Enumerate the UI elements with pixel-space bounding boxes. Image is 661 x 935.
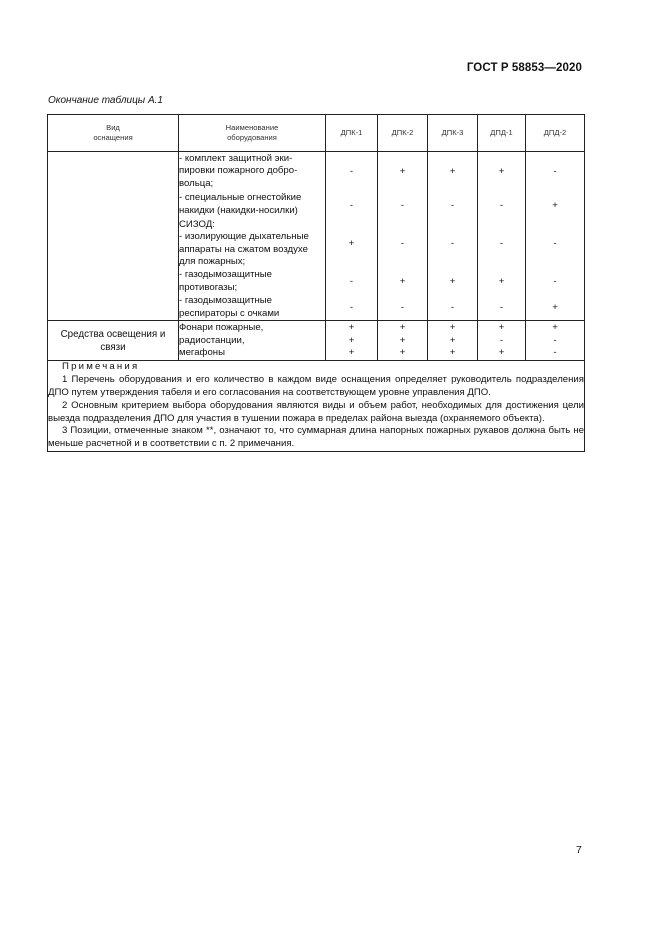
equipment-table xyxy=(47,114,585,452)
page-number: 7 xyxy=(576,844,582,856)
note-item: 3 Позиции, отмеченные знаком **, означают то, что суммарная длина напорных пожарных рукавов должна быть не меньше расчетной и в соответствии с п. 2 примечания. xyxy=(48,425,584,450)
mark-dpk1: - xyxy=(326,152,378,192)
note-item: 2 Основным критерием выбора оборудования являются виды и объем работ, необходимых для достижения цели выезда подразделения ДПО для участия в тушении пожара в пределах района выезда (охраняемого объекта). xyxy=(48,399,584,424)
column-header-dpk3: ДПК-3 xyxy=(428,115,478,152)
mark-dpk2: - xyxy=(378,295,428,321)
mark-dpk2: + xyxy=(378,269,428,295)
mark-dpd1: + xyxy=(478,152,526,192)
mark-dpk1: - xyxy=(326,269,378,295)
mark-dpd2: - xyxy=(526,219,585,269)
mark-dpk3: - xyxy=(428,192,478,219)
mark-dpk1: - xyxy=(326,192,378,219)
table-row xyxy=(48,152,585,192)
column-header-dpk2: ДПК-2 xyxy=(378,115,428,152)
column-header-name: Наименование оборудования xyxy=(179,115,326,152)
mark-dpk1: - xyxy=(326,295,378,321)
mark-dpk3: - xyxy=(428,295,478,321)
equipment-name: - газодымозащитные респираторы с очками xyxy=(179,295,326,321)
table-row xyxy=(48,321,585,361)
mark-dpk2: + + + xyxy=(378,321,428,361)
equipment-name: - специальные огнестойкие накидки (накидки-носилки) xyxy=(179,192,326,219)
note-item: 1 Перечень оборудования и его количество в каждом виде оснащения определяет руководитель подразделения ДПО путем утверждения табеля и его согласования на соответствующем уровне управления ДПО. xyxy=(48,374,584,398)
mark-dpk3: + + + xyxy=(428,321,478,361)
mark-dpk2: - xyxy=(378,219,428,269)
mark-dpd1: - xyxy=(478,219,526,269)
mark-dpd2: - xyxy=(526,152,585,192)
equipment-name: - комплект защитной эки- пировки пожарного добро- вольца; xyxy=(179,152,326,192)
mark-dpd2: + - - xyxy=(526,321,585,361)
table-body xyxy=(48,152,585,452)
mark-dpd1: + xyxy=(478,269,526,295)
category-cell-empty xyxy=(48,152,179,321)
mark-dpd2: + xyxy=(526,295,585,321)
mark-dpk1: + + + xyxy=(326,321,378,361)
mark-dpk3: + xyxy=(428,269,478,295)
category-lighting-and-communication: Средства освещения и связи xyxy=(48,321,179,361)
notes-block xyxy=(48,361,585,452)
equipment-name: Фонари пожарные, радиостанции, мегафоны xyxy=(179,321,326,361)
column-header-dpd1: ДПД-1 xyxy=(478,115,526,152)
table-header xyxy=(48,115,585,152)
column-header-dpk1: ДПК-1 xyxy=(326,115,378,152)
mark-dpd2: + xyxy=(526,192,585,219)
mark-dpk3: + xyxy=(428,152,478,192)
mark-dpd1: + - + xyxy=(478,321,526,361)
equipment-name: - газодымозащитные противогазы; xyxy=(179,269,326,295)
mark-dpd2: - xyxy=(526,269,585,295)
column-header-dpd2: ДПД-2 xyxy=(526,115,585,152)
document-code: ГОСТ Р 58853—2020 xyxy=(466,62,582,74)
notes-row xyxy=(48,361,585,452)
mark-dpd1: - xyxy=(478,192,526,219)
mark-dpk2: - xyxy=(378,192,428,219)
notes-title: Примечания xyxy=(62,361,140,373)
column-header-type: Вид оснащения xyxy=(48,115,179,152)
mark-dpd1: - xyxy=(478,295,526,321)
mark-dpk1: + xyxy=(326,219,378,269)
equipment-name: СИЗОД: - изолирующие дыхательные аппараты на сжатом воздухе для пожарных; xyxy=(179,219,326,269)
mark-dpk3: - xyxy=(428,219,478,269)
mark-dpk2: + xyxy=(378,152,428,192)
table-caption: Окончание таблицы А.1 xyxy=(48,95,163,106)
